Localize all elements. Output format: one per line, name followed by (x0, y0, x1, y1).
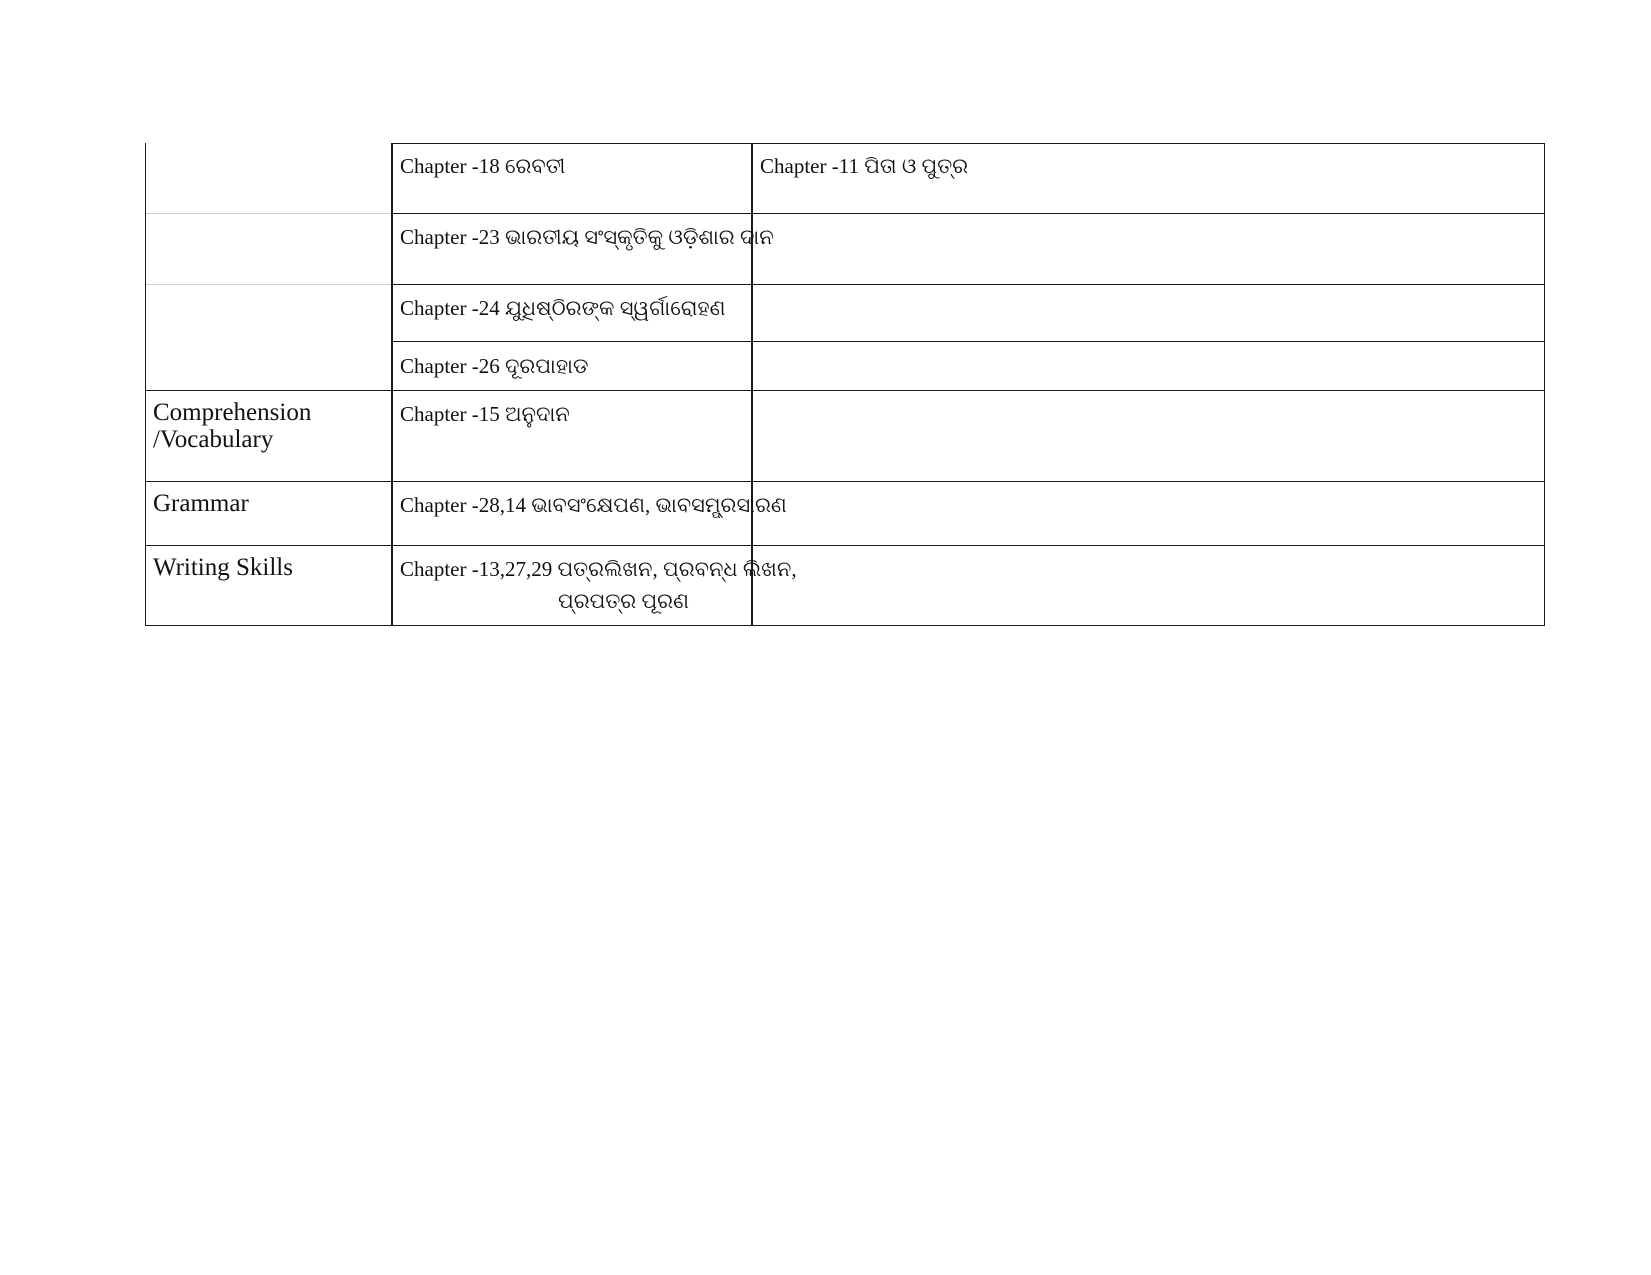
table-border-top (392, 143, 1545, 144)
row-divider-left-2 (146, 284, 392, 285)
chapter-cell: Chapter -26 ଦୂରପାହାଡ (400, 354, 589, 378)
table-border-bottom (145, 625, 1545, 626)
column-divider-1 (391, 143, 393, 626)
chapter-cell: Chapter -15 ଅନୁଦାନ (400, 402, 570, 426)
chapter-cell: Chapter -18 ରେବତୀ (400, 154, 566, 178)
table-border-left (145, 143, 146, 626)
row-divider-1 (392, 213, 1545, 214)
row-divider-4 (145, 390, 1545, 391)
section-label-comprehension: Comprehension (153, 399, 312, 426)
section-label-vocabulary: /Vocabulary (153, 426, 274, 453)
section-label-grammar: Grammar (153, 490, 249, 517)
chapter-cell: Chapter -23 ଭାରତୀୟ ସଂସ୍କୃତିକୁ ଓଡ଼ିଶାର ଦାନ (400, 225, 774, 249)
chapter-cell-continued: ପ୍ରପତ୍ର ପୂରଣ (558, 589, 689, 613)
chapter-cell: Chapter -28,14 ଭାବସଂକ୍ଷେପଣ, ଭାବସମ୍ପ୍ରସାରଣ (400, 493, 787, 517)
row-divider-3 (392, 341, 1545, 342)
extra-chapter-cell: Chapter -11 ପିତା ଓ ପୁତ୍ର (760, 154, 969, 178)
row-divider-6 (145, 545, 1545, 546)
chapter-cell: Chapter -24 ଯୁଧିଷ୍ଠିରଙ୍କ ସ୍ୱର୍ଗାରୋହଣ (400, 296, 726, 320)
table-border-right (1544, 143, 1545, 626)
chapter-cell: Chapter -13,27,29 ପତ୍ରଲିଖନ, ପ୍ରବନ୍ଧ ଲିଖନ, (400, 557, 797, 581)
section-label-writing-skills: Writing Skills (153, 554, 293, 581)
row-divider-5 (145, 481, 1545, 482)
row-divider-left-1 (146, 213, 392, 214)
row-divider-2 (392, 284, 1545, 285)
